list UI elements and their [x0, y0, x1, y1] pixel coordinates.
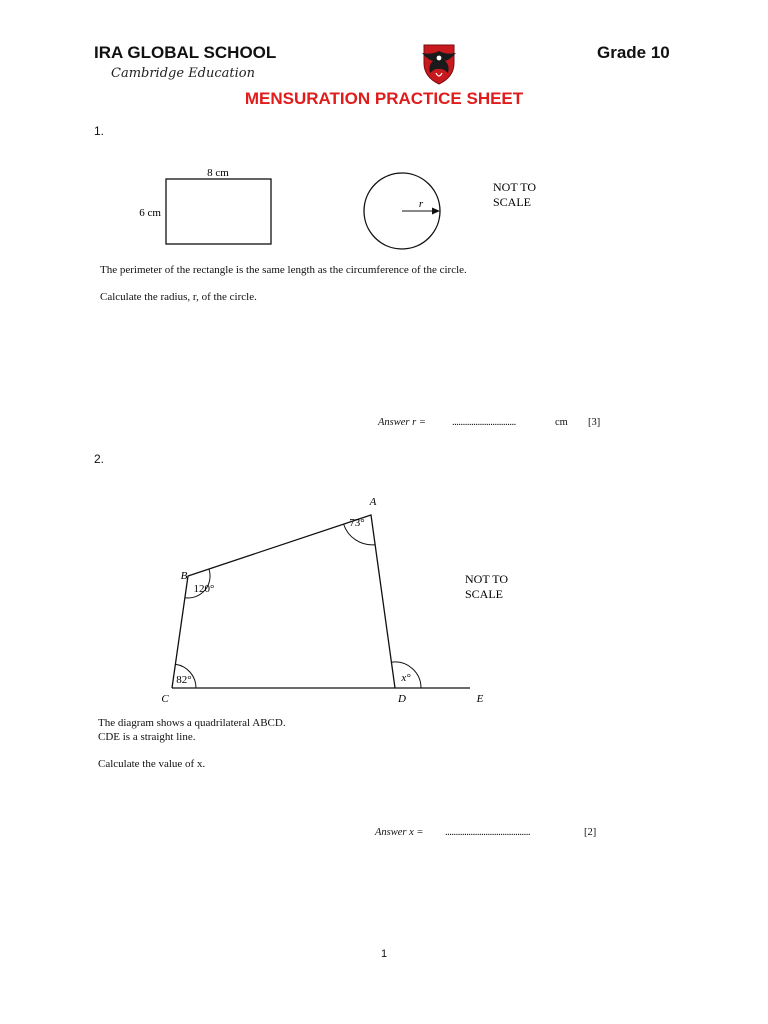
school-subtitle: Cambridge Education — [111, 66, 255, 81]
q2-answer-label: Answer x = — [375, 827, 424, 838]
q2-vertex-d: D — [398, 693, 406, 705]
q1-text-line-1: The perimeter of the rectangle is the same length as the circumference of the circle. — [100, 264, 467, 276]
q2-angle-b: 120° — [193, 583, 215, 595]
q2-angle-c: 82° — [176, 674, 192, 686]
q2-angle-d: x° — [401, 672, 411, 684]
q1-answer-label: Answer r = — [378, 417, 426, 428]
q2-text-line-2: CDE is a straight line. — [98, 731, 196, 743]
page-number: 1 — [380, 948, 388, 960]
q1-radius-arrowhead — [432, 208, 440, 215]
q2-text-line-3: Calculate the value of x. — [98, 758, 206, 770]
q2-vertex-c: C — [161, 693, 169, 705]
question-2-number: 2. — [94, 452, 105, 466]
q1-figure — [130, 160, 580, 260]
q2-marks: [2] — [584, 827, 597, 838]
q1-not-to-scale-2: SCALE — [493, 195, 532, 209]
q1-answer-line — [378, 417, 601, 428]
q1-rectangle — [166, 179, 271, 244]
q1-text-line-2: Calculate the radius, r, of the circle. — [100, 291, 257, 303]
q1-marks: [3] — [588, 417, 601, 428]
q2-vertex-b: B — [180, 570, 188, 582]
shield-eagle-icon — [416, 43, 462, 85]
q2-text-line-1: The diagram shows a quadrilateral ABCD. — [98, 717, 286, 729]
q2-not-to-scale-2: SCALE — [465, 587, 504, 601]
grade-label: Grade 10 — [597, 43, 670, 62]
sheet-title: MENSURATION PRACTICE SHEET — [244, 89, 524, 108]
q2-quadrilateral — [172, 515, 395, 688]
q2-vertex-e: E — [476, 693, 484, 705]
q1-rect-top-label: 8 cm — [207, 167, 229, 179]
school-name: IRA GLOBAL SCHOOL — [94, 43, 277, 62]
q2-not-to-scale-1: NOT TO — [465, 572, 509, 586]
q2-angle-a: 73° — [349, 517, 365, 529]
q1-answer-unit: cm — [555, 417, 568, 428]
q1-not-to-scale-1: NOT TO — [493, 180, 537, 194]
q1-radius-label: r — [418, 198, 424, 210]
q1-answer-field[interactable]: .............................. — [452, 417, 516, 428]
q2-answer-field[interactable]: ........................................ — [445, 827, 530, 838]
q2-answer-line — [375, 827, 597, 838]
q2-figure — [150, 490, 610, 710]
q2-vertex-a: A — [369, 496, 377, 508]
q1-rect-side-label: 6 cm — [139, 207, 161, 219]
question-1-number: 1. — [94, 124, 105, 138]
